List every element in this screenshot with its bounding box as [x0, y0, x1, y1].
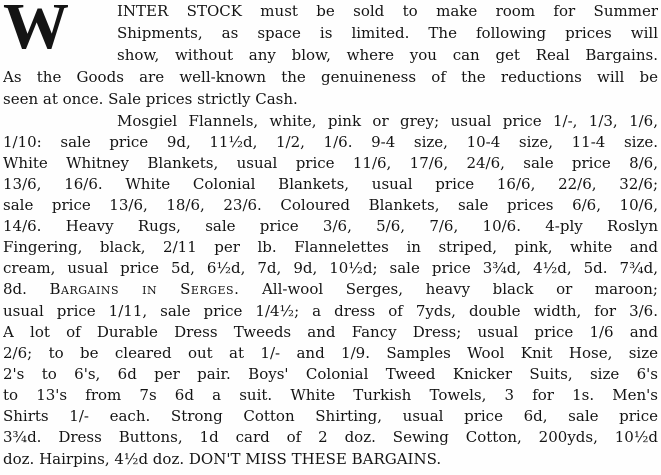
advert-line-18: 2's to 6's, 6d per pair. Boys' Colonial Tweed Knicker Suits, size 6's [3, 365, 658, 383]
advert-line-17: 2/6; to be cleared out at 1/- and 1/9. Samples Wool Knit Hose, size [3, 344, 658, 362]
line-14-start: 8d. [3, 280, 27, 298]
advert-line-7: 1/10: sale price 9d, 11½d, 1/2, 1/6. 9-4 size, 10-4 size, 11-4 size. [3, 133, 658, 151]
advert-line-6: Mosgiel Flannels, white, pink or grey; usual price 1/-, 1/3, 1/6, [117, 112, 658, 130]
advert-line-14 [3, 278, 658, 300]
advert-line-9: 13/6, 16/6. White Colonial Blankets, usual price 16/6, 22/6, 32/6; [3, 175, 658, 193]
advert-line-16: A lot of Durable Dress Tweeds and Fancy Dress; usual price 1/6 and [3, 323, 658, 341]
advert-line-11: 14/6. Heavy Rugs, sale price 3/6, 5/6, 7/6, 10/6. 4-ply Roslyn [3, 217, 658, 235]
advert-line-22: doz. Hairpins, 4½d doz. DON'T MISS THESE BARGAINS. [3, 450, 442, 468]
advert-line-15: usual price 1/11, sale price 1/4½; a dress of 7yds, double width, for 3/6. [3, 302, 658, 320]
advert-line-3: show, without any blow, where you can get Real Bargains. [117, 46, 658, 64]
advert-line-10: sale price 13/6, 18/6, 23/6. Coloured Blankets, sale prices 6/6, 10/6, [3, 196, 658, 214]
line-14-end: All-wool Serges, heavy black or maroon; [261, 280, 658, 298]
advert-line-13: cream, usual price 5d, 6½d, 7d, 9d, 10½d; sale price 3¾d, 4½d, 5d. 7¾d, [3, 259, 658, 277]
advert-line-19: to 13's from 7s 6d a suit. White Turkish Towels, 3 for 1s. Men's [3, 386, 658, 404]
advert-line-20: Shirts 1/- each. Strong Cotton Shirting, usual price 6d, sale price [3, 407, 658, 425]
advert-line-2: Shipments, as space is limited. The following prices will [117, 24, 658, 42]
advert-line-21: 3¾d. Dress Buttons, 1d card of 2 doz. Sewing Cotton, 200yds, 10½d [3, 428, 658, 446]
drop-cap-letter: W [3, 0, 63, 63]
advert-line-1: INTER STOCK must be sold to make room for Summer [117, 2, 658, 20]
advert-line-8: White Whitney Blankets, usual price 11/6, 17/6, 24/6, sale price 8/6, [3, 154, 658, 172]
serges-heading: Bargains in Serges. [49, 280, 240, 298]
advert-line-4: As the Goods are well-known the genuineness of the reductions will be [3, 68, 658, 86]
advert-line-5: seen at once. Sale prices strictly Cash. [3, 90, 298, 108]
advert-line-12: Fingering, black, 2/11 per lb. Flannelettes in striped, pink, white and [3, 238, 658, 256]
